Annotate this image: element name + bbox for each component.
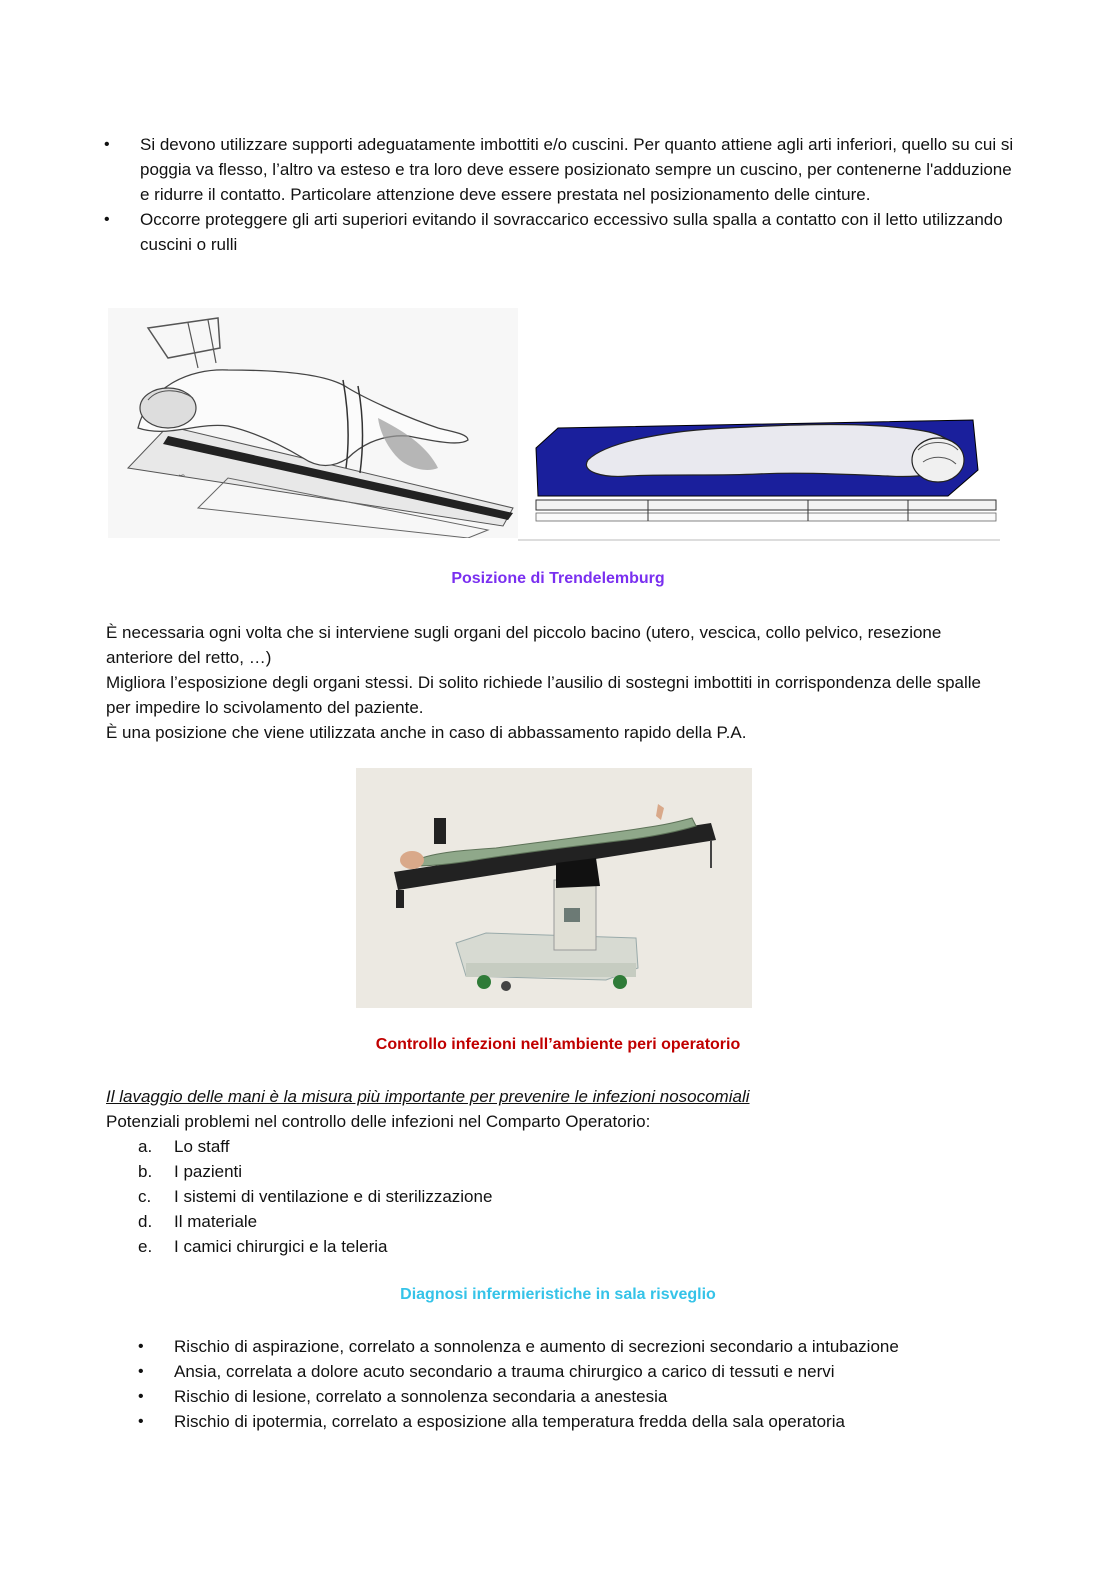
diagnosis-title: Diagnosi infermieristiche in sala risveglio xyxy=(400,1286,716,1303)
infection-control-heading xyxy=(0,1036,1116,1054)
list-marker: e. xyxy=(138,1237,153,1256)
infection-control-title: Controllo infezioni nell’ambiente peri operatorio xyxy=(375,1036,741,1053)
infection-problems-list xyxy=(138,1134,492,1259)
list-item-text: Il materiale xyxy=(174,1212,258,1231)
diagnosis-item: • Ansia, correlata a dolore acuto secondario a trauma chirurgico a carico di tessuti e nervi xyxy=(138,1359,1038,1384)
intro-bullet-2: • Occorre proteggere gli arti superiori evitando il sovraccarico eccessivo sulla spalla a contatto con il letto utilizzando cuscini o rulli xyxy=(104,207,1014,257)
lateral-position-sketch-figure xyxy=(108,308,518,538)
infection-problem-item xyxy=(138,1134,492,1159)
diagnosis-item: • Rischio di ipotermia, correlato a esposizione alla temperatura fredda della sala operatoria xyxy=(138,1409,1038,1434)
list-item-text: I camici chirurgici e la teleria xyxy=(174,1237,388,1256)
list-item-text: I sistemi di ventilazione e di sterilizzazione xyxy=(174,1187,493,1206)
list-item-text: Lo staff xyxy=(174,1137,230,1156)
diagnosis-heading xyxy=(0,1286,1116,1304)
list-marker: b. xyxy=(138,1162,153,1181)
trendelenburg-line-3: È una posizione che viene utilizzata anche in caso di abbassamento rapido della P.A. xyxy=(106,723,747,742)
infection-problem-item xyxy=(138,1159,492,1184)
infection-problems-intro: Potenziali problemi nel controllo delle infezioni nel Comparto Operatorio: xyxy=(106,1112,651,1131)
intro-bullet-list xyxy=(104,132,1014,257)
trendelenburg-line-1: È necessaria ogni volta che si interviene sugli organi del piccolo bacino (utero, vescica, collo pelvico, resezione anteriore del retto, …) xyxy=(106,623,942,667)
list-marker: a. xyxy=(138,1137,153,1156)
infection-intro-block xyxy=(106,1084,1006,1134)
operating-table-photo-figure xyxy=(356,768,752,1008)
lateral-position-sketch xyxy=(108,308,518,538)
hand-washing-statement: Il lavaggio delle mani è la misura più importante per prevenire le infezioni nosocomiali xyxy=(106,1087,750,1106)
trendelenburg-paragraph xyxy=(106,620,1006,745)
diagnosis-item: • Rischio di aspirazione, correlato a sonnolenza e aumento di secrezioni secondario a intubazione xyxy=(138,1334,1038,1359)
intro-bullet-1: • Si devono utilizzare supporti adeguatamente imbottiti e/o cuscini. Per quanto attiene agli arti inferiori, quello su cui si poggia va flesso, l’altro va esteso e tra loro deve essere posizionato sempre un cuscino, per contenerne l'adduzione e ridurre il contatto. Particolare attenzione deve essere prestata nel posizionamento delle cinture. xyxy=(104,132,1014,207)
trendelenburg-heading xyxy=(0,570,1116,588)
list-marker: c. xyxy=(138,1187,152,1206)
infection-problem-item xyxy=(138,1209,492,1234)
diagnosis-item: • Rischio di lesione, correlato a sonnolenza secondaria a anestesia xyxy=(138,1384,1038,1409)
list-item-text: I pazienti xyxy=(174,1162,243,1181)
trendelenburg-title: Posizione di Trendelemburg xyxy=(451,570,665,587)
infection-problem-item xyxy=(138,1234,492,1259)
sketch-signature-mark: ∽ xyxy=(178,470,186,480)
operating-table-photo xyxy=(356,768,752,1008)
infection-problem-item xyxy=(138,1184,492,1209)
vacuum-mattress-figure xyxy=(518,400,1000,542)
diagnosis-list xyxy=(138,1334,1038,1434)
list-marker: d. xyxy=(138,1212,153,1231)
trendelenburg-line-2: Migliora l’esposizione degli organi stessi. Di solito richiede l’ausilio di sostegni imbottiti in corrispondenza delle spalle per impedire lo scivolamento del paziente. xyxy=(106,673,981,717)
vacuum-mattress-sketch xyxy=(518,400,1000,542)
